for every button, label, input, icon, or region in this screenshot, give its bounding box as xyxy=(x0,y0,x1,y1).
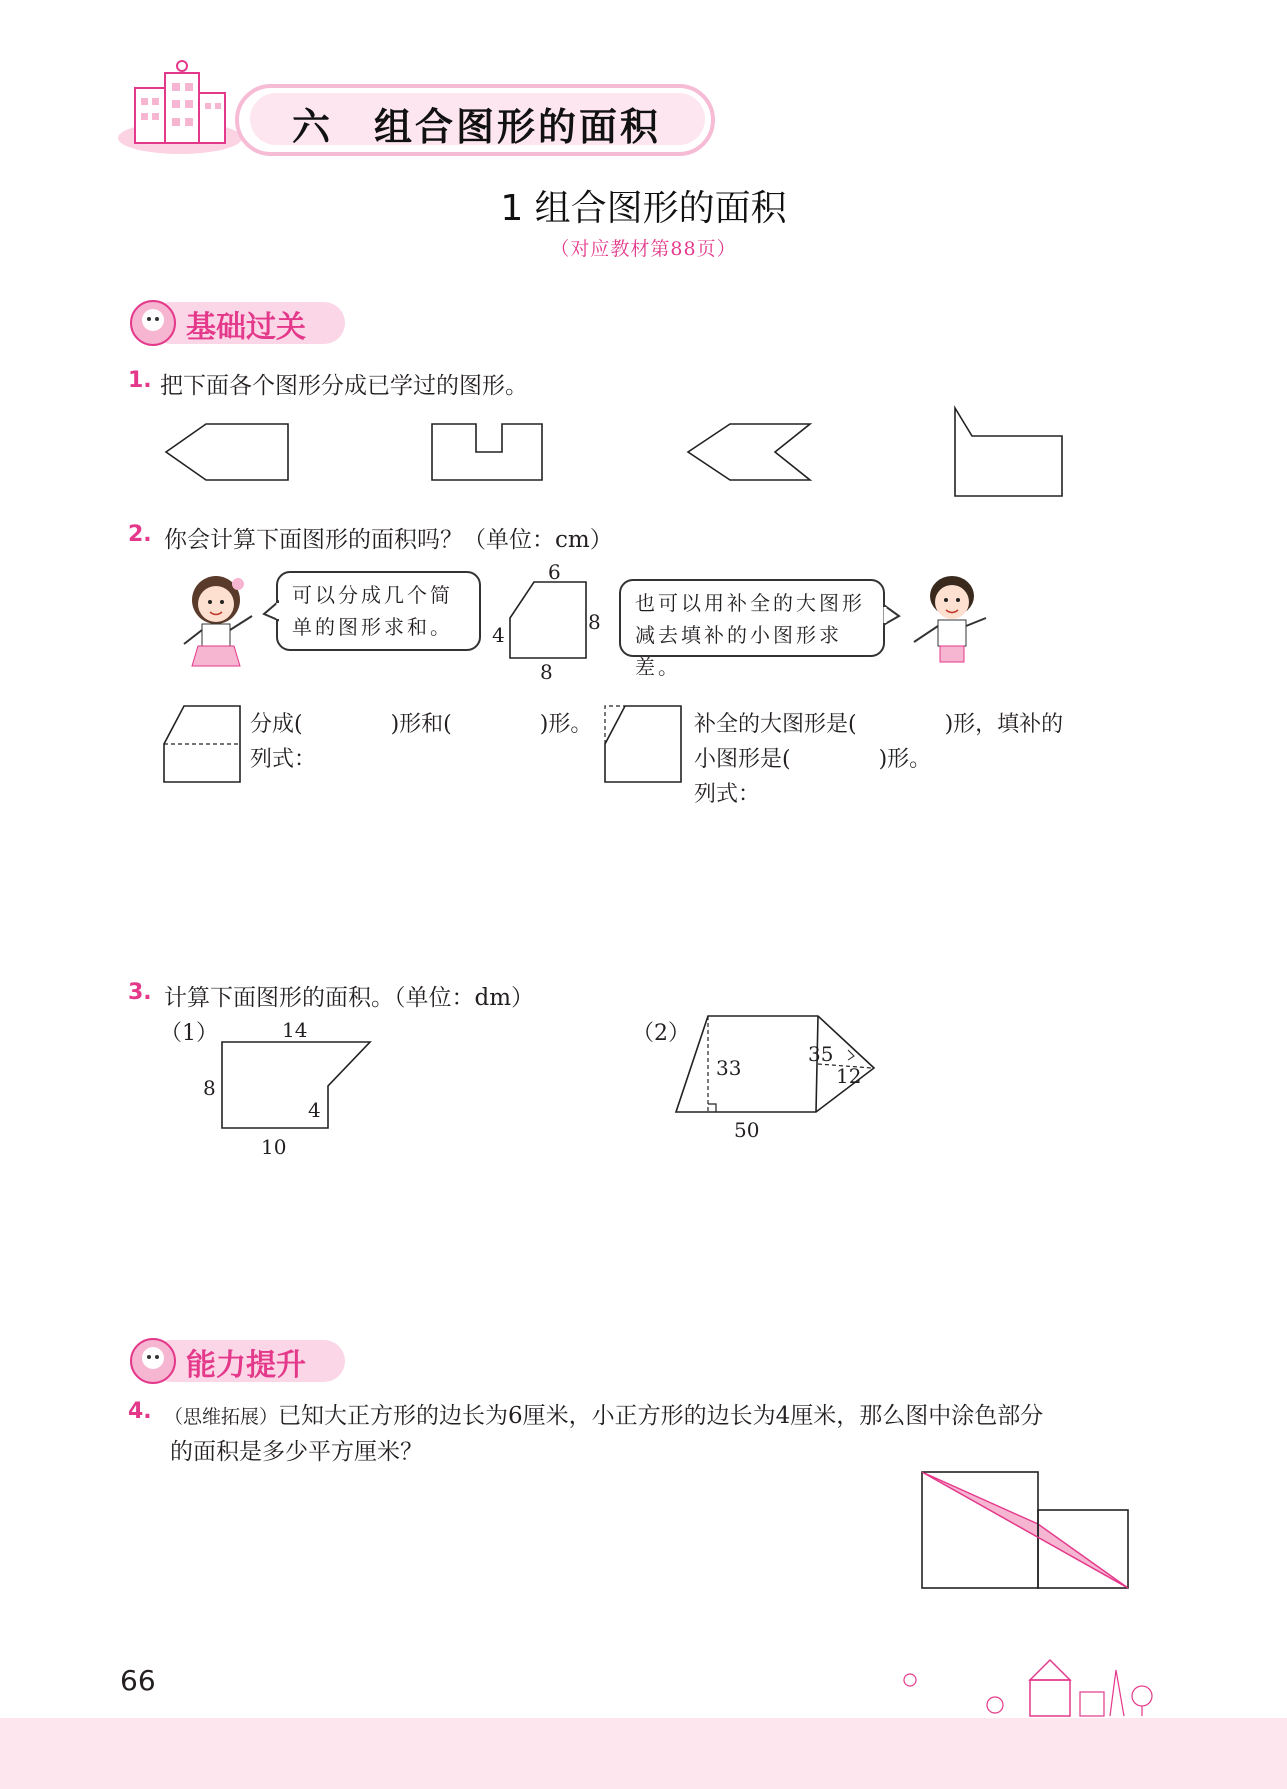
q2-method1-line2: 列式： xyxy=(250,747,317,772)
footer-band xyxy=(0,1718,1287,1789)
q3-part1-left: 8 xyxy=(203,1076,216,1100)
q3-part2-inner: 12 xyxy=(836,1064,862,1088)
q3-part1-top: 14 xyxy=(282,1018,308,1042)
section-basic-title: 基础过关 xyxy=(186,310,306,345)
q3-part2-height: 33 xyxy=(716,1056,742,1080)
q4-line2: 的面积是多少平方厘米？ xyxy=(170,1439,423,1465)
q3-part1-label: （1） xyxy=(160,1021,218,1046)
q2-method2-line2: 小图形是( )形。 xyxy=(694,747,932,772)
q4-text-1: 已知大正方形的边长为6厘米，小正方形的边长为4厘米，那么图中涂色部分 xyxy=(278,1403,1044,1429)
boy-speech-bubble xyxy=(619,579,885,679)
lesson-reference: （对应教材第88页） xyxy=(550,238,737,260)
q3-part2-label: （2） xyxy=(632,1021,690,1046)
girl-bubble-line-1: 可以分成几个简 xyxy=(292,583,453,607)
q3-number: 3. xyxy=(128,980,152,1005)
q4-number: 4. xyxy=(128,1399,152,1424)
q2-method1-line1: 分成( )形和( )形。 xyxy=(250,712,593,737)
q3-part2-bottom: 50 xyxy=(734,1118,760,1142)
q1-shape-flag xyxy=(955,408,1062,496)
q3-part1-inner: 4 xyxy=(308,1098,321,1122)
q1-text: 把下面各个图形分成已学过的图形。 xyxy=(160,373,528,399)
page-number: 66 xyxy=(120,1664,156,1697)
q3-part1-figure xyxy=(210,1030,385,1140)
q1-shape-pentagon xyxy=(166,424,288,480)
boy-bubble-line-2: 减去填补的小图形求差。 xyxy=(635,623,842,679)
q4-line1 xyxy=(164,1397,1043,1430)
boy-bubble-line-1: 也可以用补全的大图形 xyxy=(635,591,865,615)
girl-bubble-line-2: 单的图形求和。 xyxy=(292,615,453,639)
q1-shape-arrow xyxy=(688,424,810,480)
boy-bubble-tail xyxy=(881,604,901,628)
q2-text: 你会计算下面图形的面积吗？（单位：cm） xyxy=(164,527,613,553)
q3-part1-bottom: 10 xyxy=(261,1135,287,1159)
q4-figure xyxy=(918,1468,1133,1593)
q1-shape-notched-rect xyxy=(432,424,542,480)
q2-dim-right: 8 xyxy=(588,610,601,634)
q2-method1-figure xyxy=(160,700,245,790)
lesson-title: 1 组合图形的面积 xyxy=(500,188,787,229)
section-mascot-icon-2 xyxy=(128,1336,178,1386)
q2-dim-bottom: 8 xyxy=(540,660,553,684)
section-mascot-icon xyxy=(128,298,178,348)
q3-text: 计算下面图形的面积。（单位：dm） xyxy=(164,985,535,1011)
q2-dim-top: 6 xyxy=(548,560,561,584)
q2-method2-line1: 补全的大图形是( )形，填补的 xyxy=(694,712,1064,737)
footer-castle-icon xyxy=(880,1650,1170,1720)
girl-speech-bubble xyxy=(276,571,481,651)
section-advanced-title: 能力提升 xyxy=(186,1348,306,1383)
q2-method2-figure xyxy=(601,700,686,790)
chapter-title: 六 组合图形的面积 xyxy=(292,105,662,149)
girl-character-icon xyxy=(176,572,261,672)
q1-shapes xyxy=(150,400,1090,505)
girl-bubble-tail xyxy=(262,600,282,624)
q2-method2-line3: 列式： xyxy=(694,782,761,807)
q3-part2-side: 35 xyxy=(808,1042,834,1066)
q1-number: 1. xyxy=(128,368,152,393)
q2-dim-left: 4 xyxy=(492,623,505,647)
q2-number: 2. xyxy=(128,522,152,547)
q4-tag: （思维拓展） xyxy=(164,1406,279,1428)
boy-character-icon xyxy=(906,570,996,670)
